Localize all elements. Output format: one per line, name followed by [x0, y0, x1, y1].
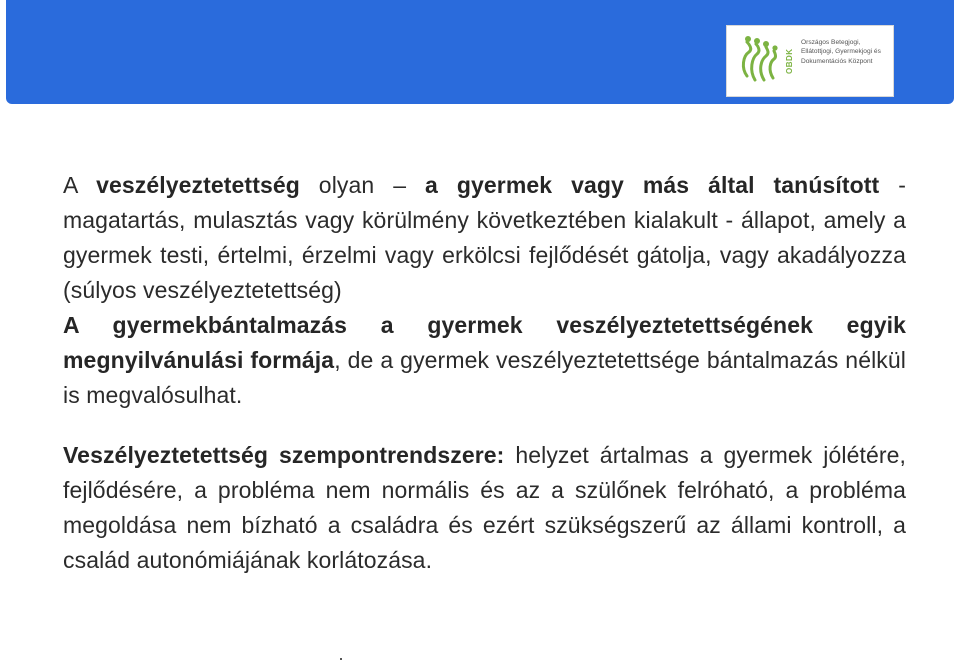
text-run: helyzet ártalmas a gyermek jólétére, fejlődésére, a probléma nem normális és az a szülőnek felróható, a probléma megoldása nem bízható a családra és ezért szükségszerű az állami kontroll, a család autonómiájának korlátozása. — [63, 442, 906, 573]
emphasis-bold: a gyermek vagy más által tanúsított — [425, 172, 880, 198]
criteria-label: Veszélyeztetettség szempontrendszere: — [63, 442, 505, 468]
obdk-logo — [726, 25, 894, 97]
criteria-paragraph — [63, 438, 906, 578]
logo-acronym: OBDK — [785, 48, 794, 74]
text-run: - magatartás, mulasztás vagy körülmény következtében kialakult - állapot, amely a gyermek testi, értelmi, érzelmi vagy erkölcsi fejlődését gátolja, vagy akadályozza (súlyos veszélyeztetettség) — [63, 172, 906, 303]
obdk-figures-logo-icon — [739, 34, 783, 88]
definition-paragraph — [63, 168, 906, 413]
emphasis-bold: A gyermekbántalmazás a gyermek veszélyeztetettségének egyik megnyilvánulási formája — [63, 312, 906, 373]
logo-line: Ellátottjogi, Gyermekjogi és — [801, 48, 881, 56]
text-run: olyan – — [299, 172, 426, 198]
logo-text — [801, 38, 891, 66]
header-banner — [6, 0, 954, 104]
term-bold: veszélyeztetettség — [96, 172, 300, 198]
footer-mark — [340, 658, 342, 660]
logo-line: Országos Betegjogi, — [801, 39, 861, 46]
text-run: A — [63, 172, 97, 198]
text-run: , de a gyermek veszélyeztetettsége bántalmazás nélkül is megvalósulhat. — [63, 347, 906, 408]
logo-line: Dokumentációs Központ — [801, 57, 873, 65]
slide-body — [63, 168, 906, 578]
